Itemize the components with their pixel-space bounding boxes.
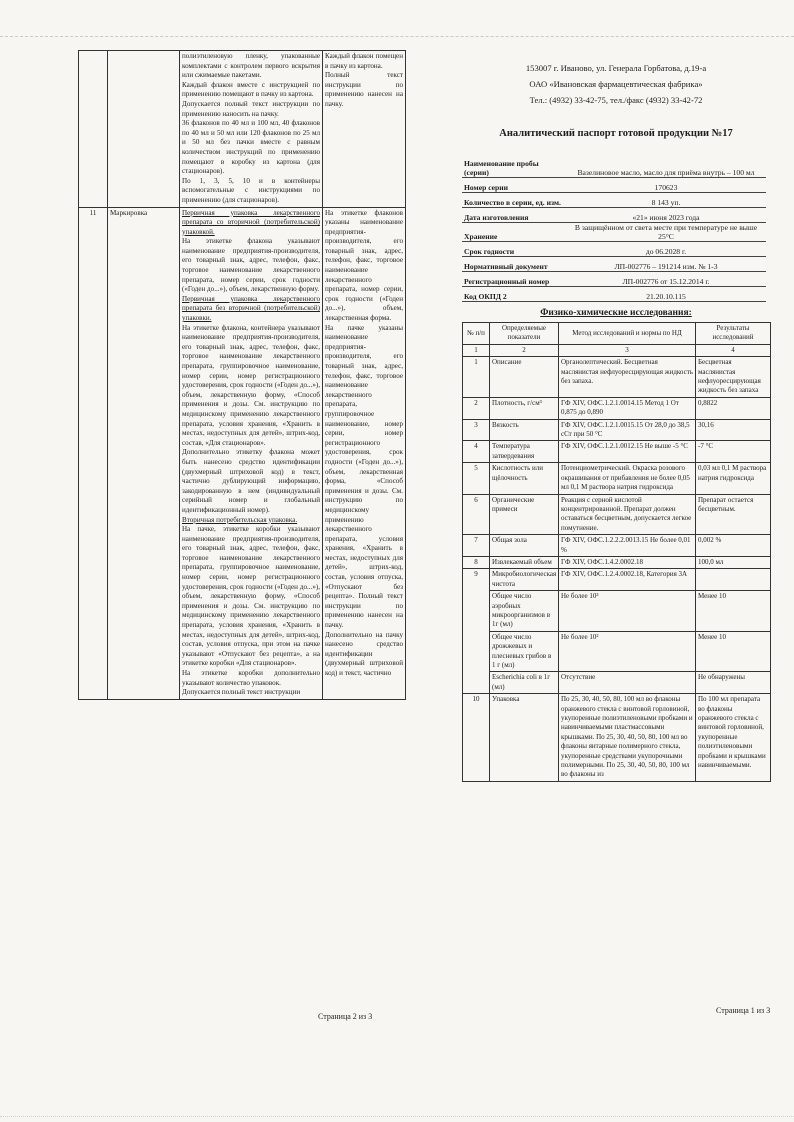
info-row: [462, 242, 766, 257]
info-value: 170623: [566, 178, 766, 193]
address-line: ОАО «Ивановская фармацевтическая фабрика»: [529, 79, 703, 89]
row-number: 10: [463, 694, 490, 782]
req-heading: Вторичная потребительская упаковка.: [182, 515, 298, 524]
row-number: 4: [463, 441, 490, 463]
row-indicator: Описание: [490, 357, 559, 398]
info-row: [462, 208, 766, 223]
row-result: [323, 51, 406, 208]
row-requirements: [180, 51, 323, 208]
scan-edge-bottom: [0, 1116, 794, 1117]
company-address: [462, 60, 770, 108]
info-value: «21» июня 2023 года: [566, 208, 766, 223]
row-result: Менее 10: [696, 631, 771, 672]
row-name: [108, 51, 180, 208]
req-heading: Первичная упаковка лекарственного препарата без вторичной (потребительской) упаковки.: [182, 294, 320, 323]
table-row: [463, 535, 771, 557]
req-text: На этикетке флакона, контейнера указывают наименование предприятия-производителя, его товарный знак, адрес, телефон, факс, торговое наименование лекарственного препарата, группировочное наименование, номер серии, номер регистрационного удостоверения, срок годности («Годен до...»), объем, лекарственную форму, «Способ применения и дозы. См. инструкцию по медицинскому применению лекарственного препарата, условия хранения, «Хранить в местах, недоступных для детей», штрих-код, состав, «Для стационаров».: [182, 323, 320, 447]
row-result: [323, 207, 406, 699]
row-result: 100,0 мл: [696, 556, 771, 568]
row-method: Отсутствие: [559, 672, 696, 694]
row-method: ГФ XIV, ОФС.1.2.1.0014.15 Метод 1 От 0,875 до 0,890: [559, 397, 696, 419]
row-result: По 100 мл препарата во флаконы оранжевого стекла с винтовой горловиной, укупоренные полиэтиленовыми пробками и крышками навинчиваемыми.: [696, 694, 771, 782]
info-value: Вазелиновое масло, масло для приёма внутрь – 100 мл: [566, 159, 766, 178]
row-result: Менее 10: [696, 591, 771, 632]
left-page: [78, 50, 403, 700]
row-indicator: Микробиологическая чистота: [490, 569, 559, 591]
row-result: Бесцветная маслянистая нефлуоресцирующая жидкость без запаха: [696, 357, 771, 398]
req-text: Дополнительно этикетку флакона может быть нанесено средство идентификации (двухмерный штриховой код) в текст, частично дублирующий информацию, закодированную в нем (индивидуальный серийный номер и глобальный идентификационный номер).: [182, 448, 320, 514]
info-row: [462, 223, 766, 242]
row-indicator: Общая зола: [490, 535, 559, 557]
req-text: 36 флаконов по 40 мл и 100 мл, 40 флаконов по 40 мл и 50 мл или 120 флаконов по 25 мл и 50 мл без пачки вместе с равным количеством инструкций по применению помещают в коробку из картона (для стационаров).: [182, 119, 320, 176]
row-requirements: [180, 207, 323, 699]
info-value: до 06.2028 г.: [566, 242, 766, 257]
column-header: Метод исследований и нормы по НД: [559, 323, 696, 345]
row-indicator: Кислотность или щёлочность: [490, 463, 559, 494]
table-subrow: [463, 631, 771, 672]
info-row: [462, 287, 766, 302]
table-row: [463, 694, 771, 782]
row-method: ГФ XIV, ОФС.1.2.1.0015.15 От 28,0 до 38,5 сСт при 50 °С: [559, 419, 696, 441]
result-text: Дополнительно на пачку нанесено средство идентификации (двухмерный штриховой код) и текст, частично: [325, 630, 403, 677]
row-result: Не обнаружены: [696, 672, 771, 694]
row-indicator: Общее число аэробных микроорганизмов в 1г (мл): [490, 591, 559, 632]
passport-info-table: [462, 159, 766, 302]
req-text: Допускается полный текст инструкции по применению наносить на пачку.: [182, 99, 320, 118]
info-label: Дата изготовления: [462, 208, 566, 223]
info-row: [462, 193, 766, 208]
req-text: По 1, 3, 5, 10 и в контейнеры вспомогательные с инструкциями по применению (для стационаров).: [182, 176, 320, 204]
row-method: Органолептический. Бесцветная маслянистая нефлуоресцирующая жидкость без запаха.: [559, 357, 696, 398]
table-row: [463, 397, 771, 419]
info-label: Нормативный документ: [462, 257, 566, 272]
info-label: Регистрационный номер: [462, 272, 566, 287]
left-table: [78, 50, 406, 700]
row-method: Не более 10³: [559, 591, 696, 632]
right-page: [462, 60, 770, 782]
row-number: 11: [79, 207, 108, 699]
column-number: 4: [696, 344, 771, 356]
result-text: На пачке указаны наименование предприятия-производителя, его товарный знак, адрес, телефон, факс, торговое наименование лекарственного препарата, группировочное наименование, номер серии, номер регистрационного удостоверения, срок годности («Годен до...»), объем, лекарственная форма, «Способ применения и дозы. См. инструкцию по медицинскому применению лекарственного препарата, условия хранения, «Хранить в местах, недоступных для детей», штрих-код, состав, условия отпуска, «Отпускают без рецепта». Полный текст инструкции по применению нанесен на пачку.: [325, 323, 403, 630]
table-row: [463, 419, 771, 441]
column-header: Определяемые показатели: [490, 323, 559, 345]
info-value: ЛП-002776 от 15.12.2014 г.: [566, 272, 766, 287]
address-line: Тел.: (4932) 33-42-75, тел./факс (4932) 33-42-72: [529, 95, 703, 105]
row-method: Реакция с серной кислотой концентрированной. Препарат должен оставаться бесцветным, допускается легкое помутнение.: [559, 494, 696, 535]
column-header: № п/п: [463, 323, 490, 345]
row-method: ГФ XIV, ОФС.1.2.1.0012.15 Не выше -5 °С: [559, 441, 696, 463]
row-number: 8: [463, 556, 490, 568]
row-indicator: Органические примеси: [490, 494, 559, 535]
row-indicator: Температура затвердевания: [490, 441, 559, 463]
table-row: [79, 207, 406, 699]
row-indicator: Извлекаемый объем: [490, 556, 559, 568]
row-number: 5: [463, 463, 490, 494]
row-indicator: Плотность, г/см³: [490, 397, 559, 419]
row-number: 1: [463, 357, 490, 398]
info-label: Срок годности: [462, 242, 566, 257]
table-row: [463, 556, 771, 568]
column-header: Результаты исследований: [696, 323, 771, 345]
table-header-row: [463, 323, 771, 345]
req-heading: Первичная упаковка лекарственного препарата со вторичной (потребительской) упаковкой.: [182, 208, 320, 236]
table-row: [463, 463, 771, 494]
req-text: полиэтиленовую пленку, упакованные комплектами с контролем первого вскрытия или сжимаемые пакетами.: [182, 52, 320, 80]
table-subrow: [463, 591, 771, 632]
req-text: На пачке, этикетке коробки указывают наименование предприятия-производителя, его товарный знак, адрес, телефон, факс, торговое наименование лекарственного препарата, группировочное наименование, номер серии, номер регистрационного удостоверения, срок годности («Годен до...»), объем, лекарственную форму, «Способ применения и дозы. См. инструкцию по медицинскому применению лекарственного препарата, условия хранения, «Хранить в местах, недоступных для детей», штрих-код, состав, условия отпуска, при этом на пачке указывают «Отпускают без рецепта», а на этикетке коробки «Для стационаров».: [182, 525, 320, 668]
row-result: 0,03 мл 0,1 М раствора натрия гидроксида: [696, 463, 771, 494]
req-text: Допускается полный текст инструкции: [182, 688, 301, 697]
row-method: ГФ XIV, ОФС.1.2.4.0002.18, Категория 3А: [559, 569, 696, 591]
row-indicator: Упаковка: [490, 694, 559, 782]
column-number: 1: [463, 344, 490, 356]
row-method: Потенциометрический. Окраска розового окрашивания от прибавления не более 0,05 мл 0,1 М раствора натрия гидроксида: [559, 463, 696, 494]
row-number: 7: [463, 535, 490, 557]
scan-edge-top: [0, 36, 794, 37]
row-result: 30,16: [696, 419, 771, 441]
table-row: [463, 494, 771, 535]
info-label: Наименование пробы (серии): [462, 159, 566, 178]
result-text: Каждый флакон помещен в пачку из картона.: [325, 52, 403, 70]
info-value: ЛП-002776 – 191214 изм. № 1-3: [566, 257, 766, 272]
row-method: По 25, 30, 40, 50, 80, 100 мл во флаконы оранжевого стекла с винтовой горловиной, укупоренные полиэтиленовыми пробками и навинчиваемыми пластмассовыми крышками. По 25, 30, 40, 50, 80, 100 мл во флаконы янтарные полимерного стекла, укупоренные средствами укупорочными полимерными. По 25, 30, 40, 50, 80, 100 мл во флаконы из: [559, 694, 696, 782]
row-result: [696, 569, 771, 591]
info-row: [462, 257, 766, 272]
result-text: На этикетке флаконов указаны наименование предприятия-производителя, его товарный знак, адрес, телефон, факс, торговое наименование лекарственного препарата, номер серии, срок годности («Годен до...»), объем, лекарственная форма.: [325, 208, 403, 323]
info-label: Количество в серии, ед. изм.: [462, 193, 566, 208]
info-value: В защищённом от света месте при температуре не выше 25°С: [566, 223, 766, 242]
info-label: Код ОКПД 2: [462, 287, 566, 302]
table-row: [463, 569, 771, 591]
row-result: -7 °С: [696, 441, 771, 463]
row-indicator: Escherichia coli в 1г (мл): [490, 672, 559, 694]
row-indicator: Общее число дрожжевых и плесневых грибов в 1 г (мл): [490, 631, 559, 672]
table-subrow: [463, 672, 771, 694]
page-number-right: Страница 1 из 3: [716, 1006, 771, 1015]
row-result: 0,002 %: [696, 535, 771, 557]
table-row: [79, 51, 406, 208]
table-row: [463, 357, 771, 398]
info-label: Номер серии: [462, 178, 566, 193]
section-title: Физико-химические исследования:: [540, 308, 692, 318]
table-row: [463, 441, 771, 463]
req-text: На этикетке коробки дополнительно указывают количество упаковок.: [182, 669, 320, 687]
page-number-left: Страница 2 из 3: [318, 1012, 373, 1021]
info-value: 8 143 уп.: [566, 193, 766, 208]
row-number: 6: [463, 494, 490, 535]
row-result: 0,8822: [696, 397, 771, 419]
address-line: 153007 г. Иваново, ул. Генерала Горбатова, д.19-а: [525, 63, 707, 73]
row-number: 2: [463, 397, 490, 419]
info-row: [462, 178, 766, 193]
info-label: Хранение: [462, 223, 566, 242]
row-indicator: Вязкость: [490, 419, 559, 441]
row-number: 3: [463, 419, 490, 441]
column-number: 3: [559, 344, 696, 356]
row-number: [79, 51, 108, 208]
analysis-table: [462, 322, 771, 782]
info-value: 21.20.10.115: [566, 287, 766, 302]
info-row: [462, 272, 766, 287]
document-title: Аналитический паспорт готовой продукции №17: [499, 128, 733, 139]
req-text: На этикетке флакона указывают наименование предприятия-производителя, его товарный знак, адрес, телефон, факс, торговое наименование лекарственного препарата, номер серии, срок годности («Годен до...»), объем, лекарственную форму.: [182, 237, 320, 294]
result-text: Полный текст инструкции по применению нанесен на пачку.: [325, 71, 403, 108]
req-text: Каждый флакон вместе с инструкцией по применению помещают в пачку из картона.: [182, 80, 320, 99]
row-number: 9: [463, 569, 490, 694]
info-row: [462, 159, 766, 178]
row-method: Не более 10²: [559, 631, 696, 672]
column-number: 2: [490, 344, 559, 356]
row-result: Препарат остается бесцветным.: [696, 494, 771, 535]
row-name: Маркировка: [108, 207, 180, 699]
row-method: ГФ XIV, ОФС.1.2.2.2.0013.15 Не более 0,01 %: [559, 535, 696, 557]
row-method: ГФ XIV, ОФС.1.4.2.0002.18: [559, 556, 696, 568]
column-number-row: [463, 344, 771, 356]
